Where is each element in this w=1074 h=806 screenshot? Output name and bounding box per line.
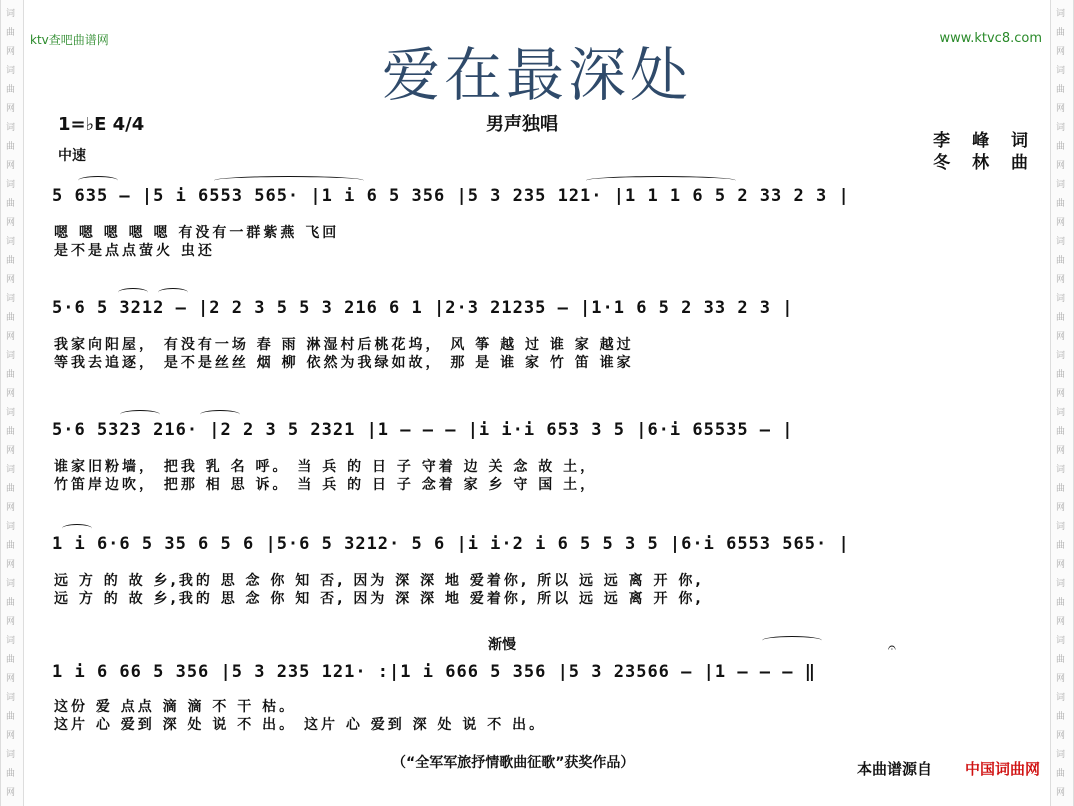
footer-note: （“全军军旅抒情歌曲征歌”获奖作品）: [392, 755, 635, 771]
watermark-char: 网: [1056, 674, 1066, 684]
watermark-char: 网: [1056, 47, 1066, 57]
watermark-char: 曲: [1056, 85, 1066, 95]
watermark-char: 词: [6, 693, 16, 703]
source-label-right: www.ktvc8.com: [939, 31, 1042, 46]
key-signature: 1=♭E 4/4: [58, 114, 145, 135]
watermark-char: 词: [6, 465, 16, 475]
score-row-3: 5·6 5323 216· |2 2 3 5 2321 |1 – – – |i i·i 653 3 5 |6·i 65535 – |: [52, 420, 794, 440]
tempo-change-marking: 渐慢: [488, 637, 516, 653]
watermark-char: 曲: [1056, 142, 1066, 152]
watermark-char: 曲: [6, 313, 16, 323]
watermark-char: 曲: [6, 541, 16, 551]
watermark-char: 网: [6, 389, 16, 399]
score-row-2: 5·6 5 3212 – |2 2 3 5 5 3 216 6 1 |2·3 21235 – |1·1 6 5 2 33 2 3 |: [52, 298, 794, 318]
watermark-char: 词: [1056, 237, 1066, 247]
watermark-char: 曲: [6, 85, 16, 95]
right-watermark-strip: [1050, 0, 1074, 806]
watermark-char: 词: [1056, 636, 1066, 646]
watermark-char: 曲: [1056, 28, 1066, 38]
watermark-char: 曲: [1056, 370, 1066, 380]
watermark-char: 曲: [6, 427, 16, 437]
watermark-char: 曲: [6, 655, 16, 665]
watermark-char: 词: [6, 636, 16, 646]
lyric-row-3-verse-2: 竹笛岸边吹， 把那 相 思 诉。 当 兵 的 日 子 念着 家 乡 守 国 土，: [54, 477, 598, 493]
watermark-char: 词: [6, 351, 16, 361]
slur-mark: [200, 410, 240, 419]
watermark-char: 网: [6, 503, 16, 513]
watermark-char: 网: [6, 275, 16, 285]
watermark-char: 曲: [6, 28, 16, 38]
lyric-row-1-verse-2: 是不是点点萤火 虫还: [54, 243, 215, 259]
watermark-char: 网: [1056, 332, 1066, 342]
slur-mark: [762, 636, 822, 645]
score-row-1: 5 635 – |5 i 6553 565· |1 i 6 5 356 |5 3 235 121· |1 1 1 6 5 2 33 2 3 |: [52, 186, 850, 206]
watermark-char: 曲: [6, 598, 16, 608]
watermark-char: 词: [6, 522, 16, 532]
watermark-char: 词: [6, 66, 16, 76]
watermark-char: 网: [6, 446, 16, 456]
lyricist-credit: 李 峰 词: [933, 131, 1036, 151]
slur-mark: [118, 288, 148, 297]
watermark-char: 网: [6, 617, 16, 627]
slur-mark: [62, 524, 92, 533]
slur-mark: [586, 176, 736, 185]
slur-mark: [78, 176, 118, 185]
watermark-char: 词: [1056, 9, 1066, 19]
watermark-char: 曲: [6, 370, 16, 380]
lyric-row-5-verse-1: 这份 爱 点点 滴 滴 不 干 枯。: [54, 699, 297, 715]
lyric-row-5-verse-2: 这片 心 爱到 深 处 说 不 出。 这片 心 爱到 深 处 说 不 出。: [54, 717, 547, 733]
watermark-char: 网: [6, 674, 16, 684]
source-credit-site: 中国词曲网: [964, 760, 1040, 778]
lyric-row-4-verse-2: 远 方 的 故 乡,我的 思 念 你 知 否, 因为 深 深 地 爱着你, 所以 远 远 离 开 你,: [54, 591, 704, 607]
watermark-char: 网: [6, 47, 16, 57]
lyric-row-2-verse-2: 等我去追逐， 是不是丝丝 烟 柳 依然为我绿如故， 那 是 谁 家 竹 笛 谁家: [54, 355, 634, 371]
slur-mark: [120, 410, 160, 419]
watermark-char: 词: [6, 9, 16, 19]
lyric-row-3-verse-1: 谁家旧粉墙， 把我 乳 名 呼。 当 兵 的 日 子 守着 边 关 念 故 土，: [54, 459, 598, 475]
watermark-char: 词: [1056, 465, 1066, 475]
watermark-char: 网: [6, 560, 16, 570]
watermark-char: 曲: [1056, 199, 1066, 209]
lyric-row-4-verse-1: 远 方 的 故 乡,我的 思 念 你 知 否, 因为 深 深 地 爱着你, 所以 远 远 离 开 你,: [54, 573, 704, 589]
watermark-char: 网: [1056, 731, 1066, 741]
watermark-char: 网: [6, 161, 16, 171]
watermark-char: 词: [1056, 180, 1066, 190]
watermark-char: 词: [6, 750, 16, 760]
composer-credit: 冬 林 曲: [933, 153, 1036, 173]
watermark-char: 曲: [6, 484, 16, 494]
watermark-char: 词: [6, 294, 16, 304]
watermark-char: 词: [1056, 750, 1066, 760]
score-row-5: 1 i 6 66 5 356 |5 3 235 121· :|1 i 666 5 356 |5 3 23566 – |1 – – – ‖: [52, 662, 816, 682]
watermark-char: 网: [1056, 788, 1066, 798]
watermark-char: 词: [6, 579, 16, 589]
watermark-char: 词: [1056, 66, 1066, 76]
watermark-char: 曲: [6, 256, 16, 266]
watermark-char: 曲: [6, 769, 16, 779]
watermark-char: 网: [1056, 104, 1066, 114]
song-subtitle: 男声独唱: [486, 114, 558, 135]
watermark-char: 网: [6, 332, 16, 342]
watermark-char: 词: [1056, 294, 1066, 304]
watermark-char: 网: [6, 788, 16, 798]
watermark-char: 曲: [1056, 598, 1066, 608]
watermark-char: 网: [1056, 446, 1066, 456]
tempo-marking: 中速: [58, 148, 86, 164]
watermark-char: 曲: [1056, 712, 1066, 722]
watermark-char: 曲: [6, 712, 16, 722]
watermark-char: 曲: [1056, 769, 1066, 779]
watermark-char: 词: [6, 180, 16, 190]
watermark-char: 词: [1056, 408, 1066, 418]
watermark-char: 词: [1056, 522, 1066, 532]
watermark-char: 词: [6, 237, 16, 247]
song-title: 爱在最深处: [381, 41, 692, 109]
source-credit-label: 本曲谱源自: [856, 760, 932, 778]
left-watermark-strip: [0, 0, 24, 806]
watermark-char: 曲: [1056, 427, 1066, 437]
watermark-char: 网: [6, 104, 16, 114]
watermark-char: 曲: [1056, 256, 1066, 266]
watermark-char: 曲: [6, 142, 16, 152]
watermark-char: 词: [1056, 693, 1066, 703]
watermark-char: 曲: [1056, 484, 1066, 494]
watermark-char: 曲: [1056, 313, 1066, 323]
watermark-char: 网: [1056, 218, 1066, 228]
watermark-char: 词: [1056, 351, 1066, 361]
watermark-char: 网: [1056, 389, 1066, 399]
watermark-char: 词: [6, 408, 16, 418]
slur-mark: [214, 176, 364, 185]
fermata-mark: 𝄐: [888, 640, 896, 656]
source-label-left: ktv查吧曲谱网: [30, 33, 109, 47]
watermark-char: 词: [6, 123, 16, 133]
watermark-char: 词: [1056, 579, 1066, 589]
watermark-char: 词: [1056, 123, 1066, 133]
watermark-char: 网: [6, 731, 16, 741]
watermark-char: 网: [1056, 275, 1066, 285]
watermark-char: 曲: [6, 199, 16, 209]
score-row-4: 1 i 6·6 5 35 6 5 6 |5·6 5 3212· 5 6 |i i·2 i 6 5 5 3 5 |6·i 6553 565· |: [52, 534, 850, 554]
lyric-row-1-verse-1: 嗯 嗯 嗯 嗯 嗯 有没有一群紫燕 飞回: [54, 225, 340, 241]
watermark-char: 网: [6, 218, 16, 228]
watermark-char: 曲: [1056, 655, 1066, 665]
watermark-char: 网: [1056, 503, 1066, 513]
watermark-char: 网: [1056, 560, 1066, 570]
watermark-char: 网: [1056, 161, 1066, 171]
lyric-row-2-verse-1: 我家向阳屋， 有没有一场 春 雨 淋湿村后桃花坞， 风 筝 越 过 谁 家 越过: [54, 337, 634, 353]
watermark-char: 曲: [1056, 541, 1066, 551]
slur-mark: [158, 288, 188, 297]
watermark-char: 网: [1056, 617, 1066, 627]
